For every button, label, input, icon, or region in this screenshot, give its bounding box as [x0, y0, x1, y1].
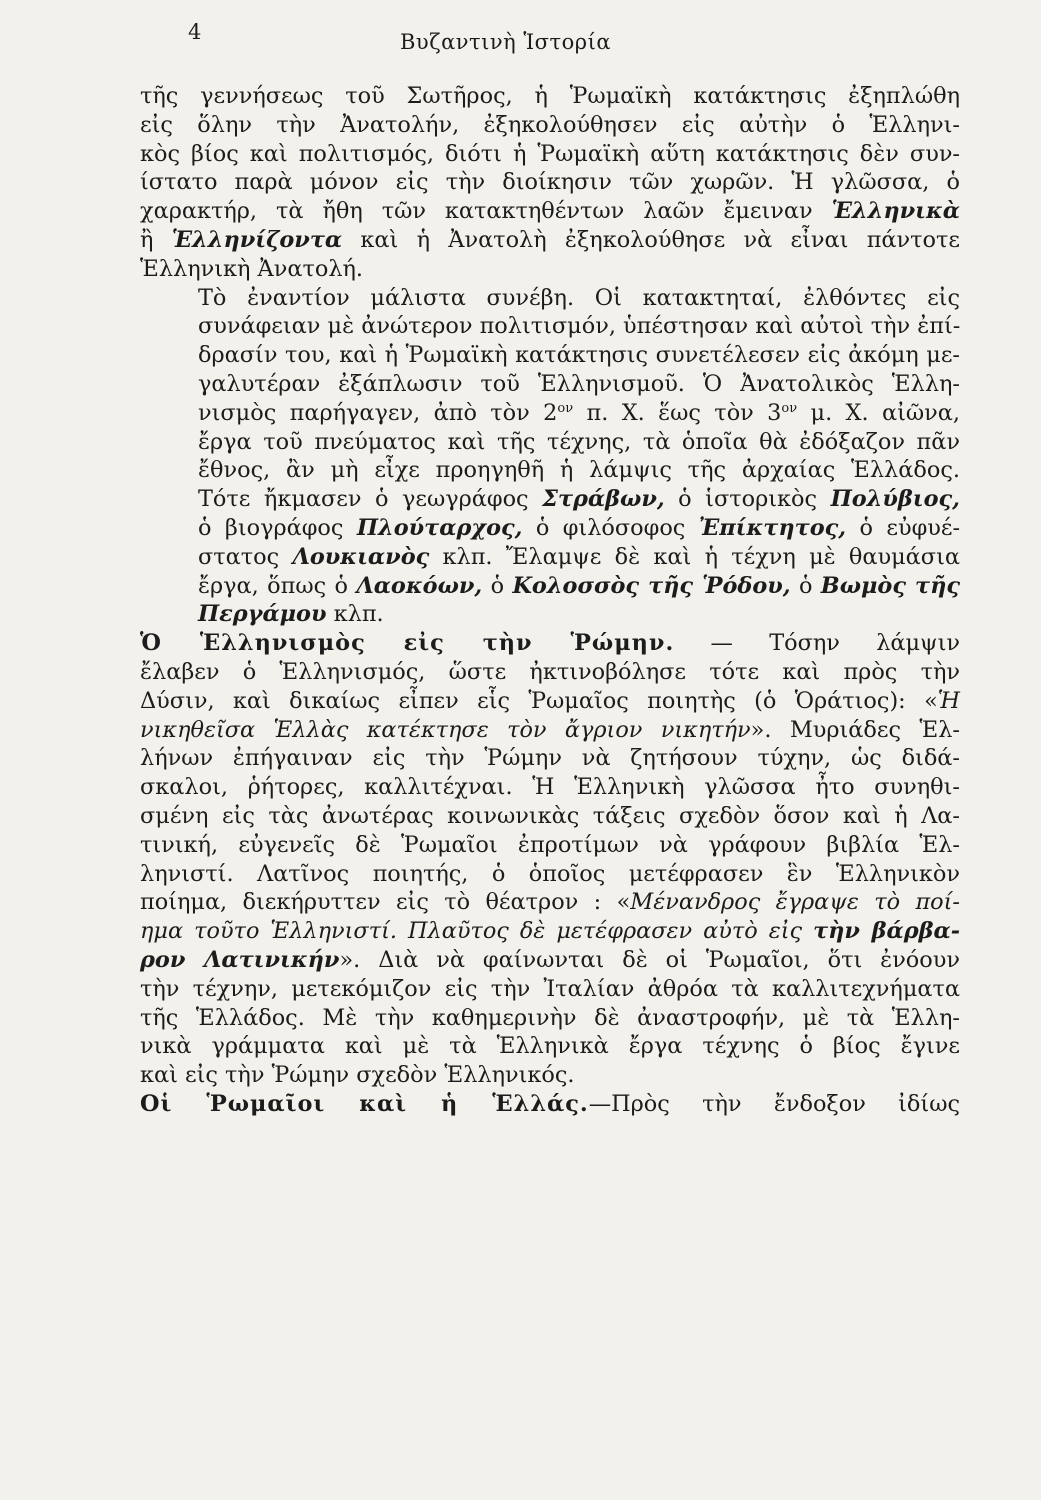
- text-run: στατος: [198, 543, 280, 570]
- text-line: ἔθνος, ἂν μὴ εἶχε προηγηθῆ ἡ λάμψις τῆς ἀρχαίας Ἑλλάδος.: [198, 457, 960, 484]
- text-line: [140, 572, 960, 601]
- quotation: νικηθεῖσα Ἑλλὰς κατέκτησε τὸν ἄγριον νικητήν: [140, 716, 751, 743]
- text-run: ὁ: [798, 572, 813, 599]
- text-line: γαλυτέραν ἐξάπλωσιν τοῦ Ἑλληνισμοῦ. Ὁ Ἀνατολικὸς Ἑλλη-: [198, 370, 960, 397]
- paragraph-1: [140, 82, 960, 284]
- text-run: νισμὸς παρήγαγεν, ἀπὸ τὸν 2: [198, 399, 558, 426]
- emphasis: Πλούταρχος,: [356, 514, 523, 541]
- emphasis: Κολοσσὸς τῆς Ῥόδου,: [512, 572, 791, 599]
- text-line: [140, 1090, 960, 1119]
- paragraph-4: [140, 1090, 960, 1119]
- emphasis: Ἑλληνικὰ: [831, 198, 960, 225]
- text-line: λήνων ἐπήγαιναν εἰς τὴν Ῥώμην νὰ ζητήσουν τύχην, ὡς διδά-: [140, 745, 960, 772]
- text-line: τινική, εὐγενεῖς δὲ Ῥωμαῖοι ἐπροτίμων νὰ γράφουν βιβλία Ἑλ-: [140, 831, 960, 858]
- text-line: [140, 917, 960, 946]
- text-line: εἰς ὅλην τὴν Ἀνατολήν, ἐξηκολούθησεν εἰς αὐτὴν ὁ Ἑλληνι-: [140, 111, 960, 138]
- text-line: σκαλοι, ῥήτορες, καλλιτέχναι. Ἡ Ἑλληνικὴ γλῶσσα ἦτο συνηθι-: [140, 774, 960, 801]
- text-line: ίστατο παρὰ μόνον εἰς τὴν διοίκησιν τῶν χωρῶν. Ἡ γλῶσσα, ὁ: [140, 169, 960, 196]
- text-line: ἔλαβεν ὁ Ἑλληνισμός, ὥστε ἠκτινοβόλησε τότε καὶ πρὸς τὴν: [140, 658, 960, 685]
- text-line: [140, 543, 960, 572]
- text-run: ὁ ἱστορικὸς: [678, 486, 818, 513]
- text-line: τῆς γεννήσεως τοῦ Σωτῆρος, ἡ Ῥωμαϊκὴ κατάκτησις ἐξηπλώθη: [140, 83, 960, 109]
- text-run: Δύσιν, καὶ δικαίως εἶπεν εἷς Ῥωμαῖος ποιητὴς (ὁ Ὁράτιος): «: [140, 687, 938, 714]
- text-line: [140, 716, 960, 745]
- text-line: τῆς Ἑλλάδος. Μὲ τὴν καθημερινὴν δὲ ἀναστροφήν, μὲ τὰ Ἑλλη-: [140, 1004, 960, 1031]
- text-run: χαρακτήρ, τὰ ἤθη τῶν κατακτηθέντων λαῶν ἔμειναν: [140, 198, 813, 225]
- text-line: [140, 888, 960, 917]
- page-number: 4: [188, 20, 202, 44]
- quotation: Μένανδρος ἔγραψε τὸ ποί-: [630, 889, 960, 916]
- emphasis: ρον Λατινικήν: [140, 946, 340, 973]
- paragraph-3: [140, 629, 960, 1090]
- quotation: ημα τοῦτο Ἑλληνιστί. Πλαῦτος δὲ μετέφρασεν αὐτὸ εἰς: [140, 918, 803, 945]
- text-run: Τότε ἤκμασεν ὁ γεωγράφος: [198, 486, 529, 513]
- text-line: δρασίν του, καὶ ἡ Ῥωμαϊκὴ κατάκτησις συνετέλεσεν εἰς ἀκόμη με-: [198, 342, 960, 369]
- text-line: Ἑλληνικὴ Ἀνατολή.: [140, 255, 364, 282]
- text-run: καὶ ἡ Ἀνατολὴ ἐξηκολούθησε νὰ εἶναι πάντοτε: [360, 226, 960, 253]
- text-run: κλπ. Ἔλαμψε δὲ καὶ ἡ τέχνη μὲ θαυμάσια: [442, 543, 960, 570]
- text-run: κλπ.: [333, 601, 384, 628]
- text-run: —Πρὸς τὴν ἔνδοξον ἰδίως: [588, 1090, 960, 1117]
- ordinal-sup: ον: [557, 400, 574, 416]
- text-line: [140, 226, 960, 255]
- text-run: ὁ: [490, 572, 505, 599]
- text-run: ». Διὰ νὰ φαίνωνται δὲ οἱ Ῥωμαῖοι, ὅτι ἐνόουν: [339, 946, 960, 973]
- section-heading: Ὁ Ἑλληνισμὸς εἰς τὴν Ῥώμην.: [140, 630, 675, 657]
- text-run: ἔργα, ὅπως ὁ: [198, 572, 348, 599]
- emphasis: Ἐπίκτητος,: [698, 514, 847, 541]
- text-line: ληνιστί. Λατῖνος ποιητής, ὁ ὁποῖος μετέφρασεν ἓν Ἑλληνικὸν: [140, 860, 960, 887]
- text-run: π. Χ. ἕως τὸν 3: [586, 399, 782, 426]
- text-line: σμένη εἰς τὰς ἀνωτέρας κοινωνικὰς τάξεις σχεδὸν ὅσον καὶ ἡ Λα-: [140, 802, 960, 829]
- emphasis: Λουκιανὸς: [292, 543, 430, 570]
- text-line: Τὸ ἐναντίον μάλιστα συνέβη. Οἱ κατακτηταί, ἐλθόντες εἰς: [198, 284, 960, 311]
- running-title: Βυζαντινὴ Ἱστορία: [400, 30, 612, 54]
- text-line: [140, 514, 960, 543]
- text-line: [140, 687, 960, 716]
- text-line: τὴν τέχνην, μετεκόμιζον εἰς τὴν Ἰταλίαν ἀθρόα τὰ καλλιτεχνήματα: [140, 975, 960, 1002]
- text-run: ὁ εὐφυέ-: [859, 514, 961, 541]
- text-run: ἢ: [140, 226, 154, 253]
- emphasis: Πολύβιος,: [830, 486, 960, 513]
- text-line: [140, 485, 960, 514]
- text-run: ὁ φιλόσοφος: [535, 514, 686, 541]
- emphasis: Ἑλληνίζοντα: [171, 226, 343, 253]
- text-line: νικὰ γράμματα καὶ μὲ τὰ Ἑλληνικὰ ἔργα τέχνης ὁ βίος ἔγινε: [140, 1033, 960, 1060]
- paragraph-2: [140, 284, 960, 630]
- emphasis: τὴν βάρβα-: [813, 918, 960, 945]
- text-line: καὶ εἰς τὴν Ῥώμην σχεδὸν Ἑλληνικός.: [140, 1062, 575, 1089]
- text-line: [140, 600, 960, 629]
- text-run: ». Μυριάδες Ἑλ-: [750, 716, 960, 743]
- text-run: ποίημα, διεκήρυττεν εἰς τὸ θέατρον : «: [140, 889, 631, 916]
- section-heading: Οἱ Ῥωμαῖοι καὶ ἡ Ἑλλάς.: [140, 1090, 589, 1117]
- body-text: [140, 82, 960, 1119]
- text-run: μ. Χ. αἰῶνα,: [810, 399, 960, 426]
- emphasis: Βωμὸς τῆς: [820, 572, 961, 599]
- text-line: [140, 946, 960, 975]
- emphasis: Στράβων,: [542, 486, 665, 513]
- text-run: ὁ βιογράφος: [198, 514, 344, 541]
- text-line: κὸς βίος καὶ πολιτισμός, διότι ἡ Ῥωμαϊκὴ αὕτη κατάκτησις δὲν συν-: [140, 140, 960, 167]
- text-line: [140, 197, 960, 226]
- quotation: Ἡ: [937, 687, 960, 714]
- emphasis: Λαοκόων,: [356, 572, 483, 599]
- ordinal-sup: ον: [781, 400, 798, 416]
- text-line: [140, 399, 960, 428]
- text-line: ἔργα τοῦ πνεύματος καὶ τῆς τέχνης, τὰ ὁποῖα θὰ ἐδόξαζον πᾶν: [198, 428, 960, 455]
- emphasis: Περγάμου: [198, 601, 327, 628]
- text-line: συνάφειαν μὲ ἀνώτερον πολιτισμόν, ὑπέστησαν καὶ αὐτοὶ τὴν ἐπί-: [198, 313, 961, 340]
- text-run: — Τόσην λάμψιν: [710, 630, 961, 657]
- text-line: [140, 629, 960, 658]
